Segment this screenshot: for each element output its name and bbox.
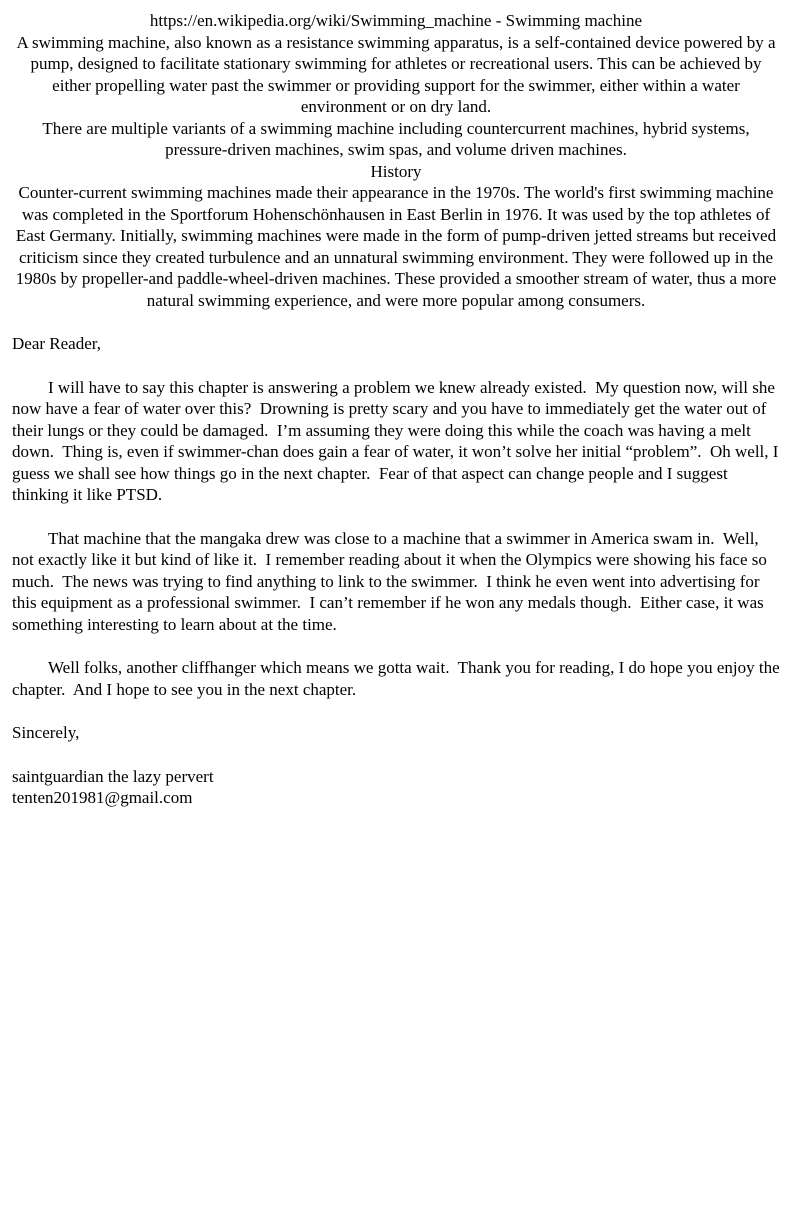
wiki-source-line: https://en.wikipedia.org/wiki/Swimming_machine - Swimming machine xyxy=(149,11,643,30)
letter-paragraph-1: I will have to say this chapter is answering a problem we knew already existed. My question now, will she now have a fear of water over this? Drowning is pretty scary and you have to immediately get the water out of their lungs or they could be damaged. I’m assuming they were doing this while the coach was having a melt down. Thing is, even if swimmer-chan does gain a fear of water, it won’t solve her initial “problem”. Oh well, I guess we shall see how things go in the next chapter. Fear of that aspect can change people and I suggest thinking it like PTSD. xyxy=(12,377,783,504)
letter-salutation: Dear Reader, xyxy=(12,334,101,353)
letter-signature: saintguardian the lazy pervert xyxy=(12,766,214,786)
wiki-history-paragraph: Counter-current swimming machines made their appearance in the 1970s. The world's first swimming machine was completed in the Sportforum Hohenschönhausen in East Berlin in 1976. It was used by the top athletes of East Germany. Initially, swimming machines were made in the form of pump-driven jetted streams but received criticism since they created turbulence and an unnatural swimming environment. They were followed up in the 1980s by propeller-and paddle-wheel-driven machines. These provided a smoother stream of water, thus a more natural swimming experience, and were more popular among consumers. xyxy=(15,183,777,310)
reader-letter xyxy=(12,333,784,809)
wiki-excerpt-block xyxy=(12,10,780,311)
wiki-variants-paragraph: There are multiple variants of a swimming machine including countercurrent machines, hybrid systems, pressure-driven machines, swim spas, and volume driven machines. xyxy=(42,118,750,159)
wiki-intro-paragraph: A swimming machine, also known as a resistance swimming apparatus, is a self-contained device powered by a pump, designed to facilitate stationary swimming for athletes or recreational users. This can be achieved by either propelling water past the swimmer or providing support for the swimmer, either within a water environment or on dry land. xyxy=(16,32,776,116)
letter-email-address: tenten201981@gmail.com xyxy=(12,788,193,807)
letter-paragraph-2: That machine that the mangaka drew was close to a machine that a swimmer in America swam in. Well, not exactly like it but kind of like it. I remember reading about it when the Olympics were showing his face so much. The news was trying to find anything to link to the swimmer. I think he even went into advertising for this equipment as a professional swimmer. I can’t remember if he won any medals though. Either case, it was something interesting to learn about at the time. xyxy=(12,528,772,634)
letter-paragraph-3: Well folks, another cliffhanger which means we gotta wait. Thank you for reading, I do hope you enjoy the chapter. And I hope to see you in the next chapter. xyxy=(12,658,784,699)
wiki-history-heading: History xyxy=(370,161,422,181)
letter-closing: Sincerely, xyxy=(12,723,80,742)
